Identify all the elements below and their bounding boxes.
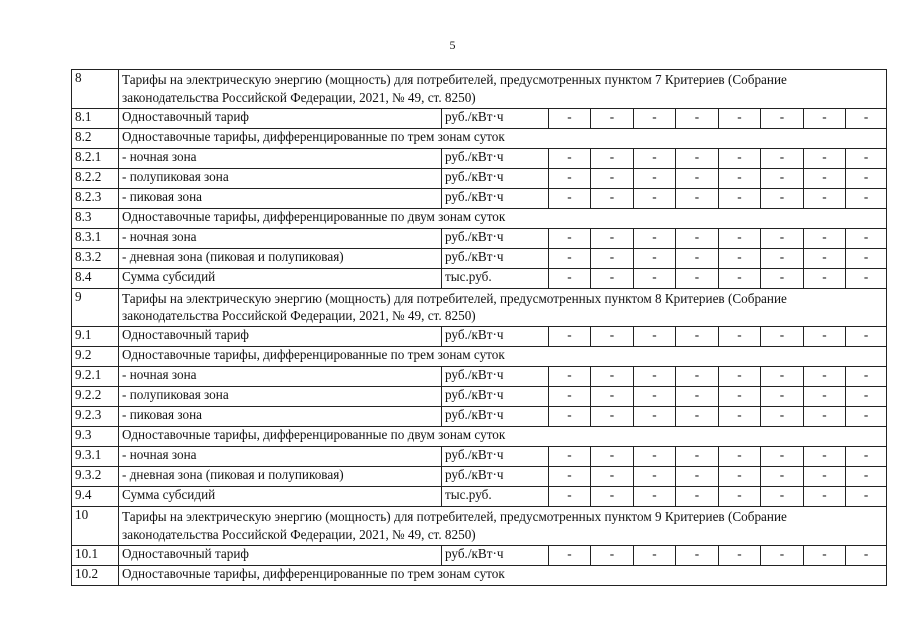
table-row-header	[72, 507, 887, 546]
page-number: 5	[449, 38, 456, 52]
value-cell: -	[719, 545, 761, 565]
value-cell: -	[719, 168, 761, 188]
row-label: - ночная зона	[119, 367, 442, 387]
value-cell: -	[719, 447, 761, 467]
value-cell: -	[591, 447, 634, 467]
unit-cell: руб./кВт·ч	[442, 228, 549, 248]
section-title: Одноставочные тарифы, дифференцированные по трем зонам суток	[119, 347, 887, 367]
row-number: 8.3.1	[72, 228, 119, 248]
value-cell: -	[719, 407, 761, 427]
row-label: - пиковая зона	[119, 188, 442, 208]
unit-cell: руб./кВт·ч	[442, 407, 549, 427]
value-cell: -	[634, 168, 676, 188]
row-number: 9.3.2	[72, 467, 119, 487]
value-cell: -	[804, 248, 846, 268]
table-row-data	[72, 407, 887, 427]
value-cell: -	[761, 108, 804, 128]
row-number: 8.3.2	[72, 248, 119, 268]
value-cell: -	[761, 545, 804, 565]
value-cell: -	[846, 387, 887, 407]
value-cell: -	[761, 168, 804, 188]
value-cell: -	[804, 487, 846, 507]
value-cell: -	[676, 108, 719, 128]
table-row-section	[72, 565, 887, 585]
section-title: Тарифы на электрическую энергию (мощность) для потребителей, предусмотренных пунктом 8 Критериев (Собрание законодательства Российской Федерации, 2021, № 49, ст. 8250)	[119, 288, 887, 327]
row-label: - дневная зона (пиковая и полупиковая)	[119, 248, 442, 268]
row-label: - дневная зона (пиковая и полупиковая)	[119, 467, 442, 487]
value-cell: -	[549, 248, 591, 268]
value-cell: -	[804, 467, 846, 487]
row-label: - пиковая зона	[119, 407, 442, 427]
unit-cell: руб./кВт·ч	[442, 108, 549, 128]
row-label: - ночная зона	[119, 148, 442, 168]
value-cell: -	[761, 407, 804, 427]
section-title: Одноставочные тарифы, дифференцированные по двум зонам суток	[119, 208, 887, 228]
value-cell: -	[846, 248, 887, 268]
value-cell: -	[591, 387, 634, 407]
value-cell: -	[549, 447, 591, 467]
section-title: Тарифы на электрическую энергию (мощность) для потребителей, предусмотренных пунктом 9 Критериев (Собрание законодательства Российской Федерации, 2021, № 49, ст. 8250)	[119, 507, 887, 546]
row-number: 8.2.2	[72, 168, 119, 188]
table-body	[72, 70, 887, 586]
row-label: - полупиковая зона	[119, 168, 442, 188]
value-cell: -	[846, 407, 887, 427]
value-cell: -	[591, 248, 634, 268]
table-row-section	[72, 208, 887, 228]
row-number: 10.2	[72, 565, 119, 585]
table-row-section	[72, 427, 887, 447]
row-number: 10	[72, 507, 119, 546]
row-number: 9.1	[72, 327, 119, 347]
value-cell: -	[804, 387, 846, 407]
value-cell: -	[761, 487, 804, 507]
row-number: 8.4	[72, 268, 119, 288]
value-cell: -	[591, 268, 634, 288]
value-cell: -	[676, 148, 719, 168]
section-title: Тарифы на электрическую энергию (мощность) для потребителей, предусмотренных пунктом 7 Критериев (Собрание законодательства Российской Федерации, 2021, № 49, ст. 8250)	[119, 70, 887, 109]
value-cell: -	[676, 367, 719, 387]
value-cell: -	[676, 447, 719, 467]
row-number: 8	[72, 70, 119, 109]
value-cell: -	[719, 228, 761, 248]
row-label: - ночная зона	[119, 447, 442, 467]
value-cell: -	[634, 447, 676, 467]
row-label: Одноставочный тариф	[119, 545, 442, 565]
unit-cell: руб./кВт·ч	[442, 188, 549, 208]
value-cell: -	[719, 248, 761, 268]
value-cell: -	[846, 108, 887, 128]
table-row-data	[72, 268, 887, 288]
section-title: Одноставочные тарифы, дифференцированные по двум зонам суток	[119, 427, 887, 447]
table-row-data	[72, 545, 887, 565]
value-cell: -	[549, 168, 591, 188]
value-cell: -	[804, 407, 846, 427]
table-row-section	[72, 128, 887, 148]
row-number: 9	[72, 288, 119, 327]
unit-cell: тыс.руб.	[442, 268, 549, 288]
unit-cell: руб./кВт·ч	[442, 168, 549, 188]
value-cell: -	[634, 545, 676, 565]
table-row-data	[72, 327, 887, 347]
value-cell: -	[549, 228, 591, 248]
section-title: Одноставочные тарифы, дифференцированные по трем зонам суток	[119, 128, 887, 148]
unit-cell: руб./кВт·ч	[442, 467, 549, 487]
section-title: Одноставочные тарифы, дифференцированные по трем зонам суток	[119, 565, 887, 585]
table-row-header	[72, 288, 887, 327]
value-cell: -	[549, 487, 591, 507]
value-cell: -	[846, 168, 887, 188]
value-cell: -	[591, 327, 634, 347]
table-row-data	[72, 487, 887, 507]
value-cell: -	[591, 367, 634, 387]
value-cell: -	[804, 327, 846, 347]
table-row-data	[72, 467, 887, 487]
value-cell: -	[719, 108, 761, 128]
value-cell: -	[676, 228, 719, 248]
value-cell: -	[846, 327, 887, 347]
value-cell: -	[549, 148, 591, 168]
row-number: 8.2.1	[72, 148, 119, 168]
value-cell: -	[634, 407, 676, 427]
value-cell: -	[761, 467, 804, 487]
value-cell: -	[846, 268, 887, 288]
value-cell: -	[676, 467, 719, 487]
row-number: 9.3.1	[72, 447, 119, 467]
row-label: Сумма субсидий	[119, 268, 442, 288]
row-label: Одноставочный тариф	[119, 108, 442, 128]
unit-cell: тыс.руб.	[442, 487, 549, 507]
table-row-data	[72, 108, 887, 128]
unit-cell: руб./кВт·ч	[442, 387, 549, 407]
table-row-data	[72, 168, 887, 188]
row-number: 8.2	[72, 128, 119, 148]
value-cell: -	[804, 268, 846, 288]
value-cell: -	[676, 248, 719, 268]
row-number: 8.3	[72, 208, 119, 228]
row-number: 9.2.3	[72, 407, 119, 427]
value-cell: -	[549, 268, 591, 288]
value-cell: -	[634, 487, 676, 507]
value-cell: -	[761, 188, 804, 208]
row-number: 9.3	[72, 427, 119, 447]
value-cell: -	[846, 447, 887, 467]
value-cell: -	[804, 447, 846, 467]
table-row-data	[72, 148, 887, 168]
unit-cell: руб./кВт·ч	[442, 248, 549, 268]
table-row-data	[72, 367, 887, 387]
value-cell: -	[761, 248, 804, 268]
value-cell: -	[761, 447, 804, 467]
unit-cell: руб./кВт·ч	[442, 327, 549, 347]
table-row-data	[72, 248, 887, 268]
value-cell: -	[719, 188, 761, 208]
value-cell: -	[549, 545, 591, 565]
value-cell: -	[719, 148, 761, 168]
table-row-section	[72, 347, 887, 367]
value-cell: -	[676, 268, 719, 288]
row-number: 9.2.1	[72, 367, 119, 387]
row-number: 10.1	[72, 545, 119, 565]
table-row-header	[72, 70, 887, 109]
value-cell: -	[676, 545, 719, 565]
unit-cell: руб./кВт·ч	[442, 148, 549, 168]
value-cell: -	[804, 545, 846, 565]
value-cell: -	[804, 367, 846, 387]
row-number: 9.4	[72, 487, 119, 507]
value-cell: -	[549, 108, 591, 128]
value-cell: -	[804, 228, 846, 248]
unit-cell: руб./кВт·ч	[442, 545, 549, 565]
value-cell: -	[591, 487, 634, 507]
value-cell: -	[846, 367, 887, 387]
row-number: 9.2	[72, 347, 119, 367]
table-row-data	[72, 188, 887, 208]
row-label: - ночная зона	[119, 228, 442, 248]
value-cell: -	[634, 387, 676, 407]
value-cell: -	[591, 168, 634, 188]
value-cell: -	[676, 387, 719, 407]
value-cell: -	[634, 108, 676, 128]
value-cell: -	[634, 148, 676, 168]
value-cell: -	[761, 327, 804, 347]
value-cell: -	[846, 545, 887, 565]
value-cell: -	[634, 228, 676, 248]
tariff-table	[71, 69, 887, 586]
value-cell: -	[719, 487, 761, 507]
value-cell: -	[761, 268, 804, 288]
value-cell: -	[676, 168, 719, 188]
value-cell: -	[549, 387, 591, 407]
value-cell: -	[634, 268, 676, 288]
value-cell: -	[676, 487, 719, 507]
value-cell: -	[846, 487, 887, 507]
value-cell: -	[591, 108, 634, 128]
row-label: - полупиковая зона	[119, 387, 442, 407]
value-cell: -	[634, 188, 676, 208]
value-cell: -	[804, 188, 846, 208]
value-cell: -	[846, 467, 887, 487]
value-cell: -	[591, 188, 634, 208]
value-cell: -	[549, 467, 591, 487]
unit-cell: руб./кВт·ч	[442, 367, 549, 387]
value-cell: -	[591, 407, 634, 427]
value-cell: -	[761, 387, 804, 407]
value-cell: -	[549, 407, 591, 427]
value-cell: -	[719, 268, 761, 288]
table-row-data	[72, 387, 887, 407]
unit-cell: руб./кВт·ч	[442, 447, 549, 467]
value-cell: -	[761, 367, 804, 387]
value-cell: -	[846, 148, 887, 168]
value-cell: -	[676, 188, 719, 208]
value-cell: -	[634, 327, 676, 347]
value-cell: -	[591, 467, 634, 487]
value-cell: -	[591, 228, 634, 248]
value-cell: -	[549, 188, 591, 208]
table-row-data	[72, 228, 887, 248]
value-cell: -	[719, 367, 761, 387]
value-cell: -	[719, 387, 761, 407]
value-cell: -	[804, 168, 846, 188]
value-cell: -	[591, 545, 634, 565]
value-cell: -	[549, 367, 591, 387]
row-label: Сумма субсидий	[119, 487, 442, 507]
value-cell: -	[676, 407, 719, 427]
row-number: 8.1	[72, 108, 119, 128]
row-number: 8.2.3	[72, 188, 119, 208]
row-number: 9.2.2	[72, 387, 119, 407]
value-cell: -	[591, 148, 634, 168]
value-cell: -	[846, 188, 887, 208]
row-label: Одноставочный тариф	[119, 327, 442, 347]
value-cell: -	[549, 327, 591, 347]
value-cell: -	[634, 367, 676, 387]
value-cell: -	[804, 148, 846, 168]
value-cell: -	[804, 108, 846, 128]
value-cell: -	[676, 327, 719, 347]
value-cell: -	[761, 148, 804, 168]
value-cell: -	[634, 467, 676, 487]
value-cell: -	[719, 467, 761, 487]
value-cell: -	[761, 228, 804, 248]
table-row-data	[72, 447, 887, 467]
value-cell: -	[719, 327, 761, 347]
value-cell: -	[634, 248, 676, 268]
value-cell: -	[846, 228, 887, 248]
